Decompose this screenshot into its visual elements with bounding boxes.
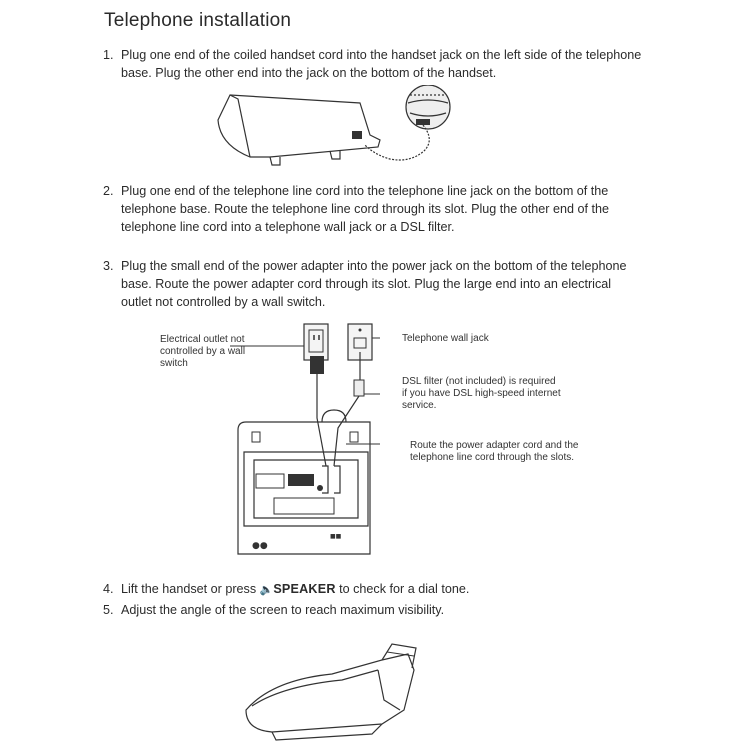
step-4 xyxy=(103,580,643,599)
step-1 xyxy=(103,46,643,82)
step-number: 3. xyxy=(103,259,114,273)
route-cords-label: Route the power adapter cord and the telephone line cord through the slots. xyxy=(410,440,579,463)
step-text: to check for a dial tone. xyxy=(335,582,470,596)
step-2 xyxy=(103,182,643,236)
dsl-filter-label: DSL filter (not included) is required if you have DSL high-speed internet service. xyxy=(402,376,561,411)
outlet-label: Electrical outlet not controlled by a wall switch xyxy=(160,334,246,369)
svg-text:●●: ●● xyxy=(252,541,268,551)
step-text: Plug the small end of the power adapter into the power jack on the bottom of the telephone base. Route the power adapter cord through its slot. Plug the large end into an electrical outlet not controlled by a wall switch. xyxy=(121,259,627,309)
dsl-filter-icon xyxy=(354,380,364,396)
wall-jack-label: Telephone wall jack xyxy=(402,333,489,344)
step-text: Adjust the angle of the screen to reach maximum visibility. xyxy=(121,603,445,617)
handset-cord-illustration xyxy=(210,85,480,175)
electrical-outlet-icon xyxy=(304,324,328,360)
svg-text:■■: ■■ xyxy=(330,533,342,540)
step-number: 1. xyxy=(103,48,114,62)
speaker-icon: 🔈 xyxy=(259,584,274,596)
step-text: Plug one end of the coiled handset cord into the handset jack on the left side of the telephone base. Plug the other end into the jack on the bottom of the handset. xyxy=(121,48,642,80)
base-bottom-diagram xyxy=(230,318,380,563)
step-number: 5. xyxy=(103,603,114,617)
step-text: Plug one end of the telephone line cord into the telephone line jack on the bottom of the telephone base. Route the telephone line cord through its slot. Plug the other end of the telephone line cord into a telephone wall jack or a DSL filter. xyxy=(121,184,610,234)
step-number: 4. xyxy=(103,582,114,596)
step-text: Lift the handset or press xyxy=(121,582,260,596)
page-title: Telephone installation xyxy=(104,10,292,31)
step-5 xyxy=(103,601,643,619)
step-3 xyxy=(103,257,643,311)
step-number: 2. xyxy=(103,184,114,198)
speaker-button-label: SPEAKER xyxy=(273,582,336,596)
phone-screen-angle-illustration xyxy=(232,640,432,745)
